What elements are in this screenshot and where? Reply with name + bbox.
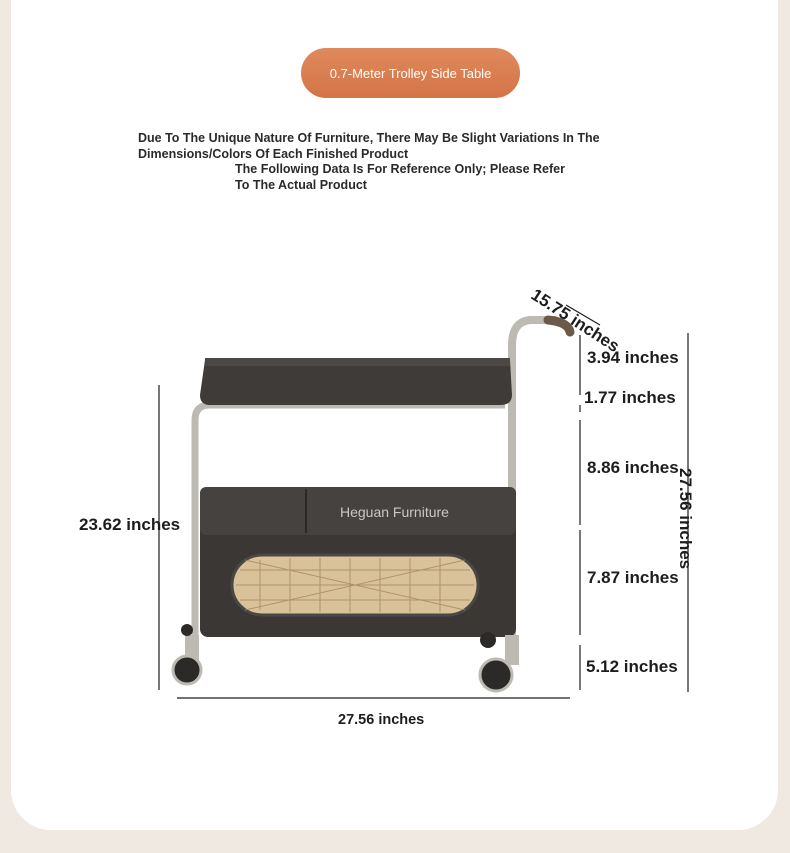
top-tray (200, 360, 512, 405)
wheel-height-label: 5.12 inches (586, 657, 678, 676)
tray-gap-label: 1.77 inches (584, 388, 676, 407)
width-label: 27.56 inches (338, 712, 425, 728)
left-height-label: 23.62 inches (79, 515, 181, 534)
middle-gap-label: 8.86 inches (587, 458, 679, 477)
tray-rim (205, 358, 510, 366)
title-text: 0.7-Meter Trolley Side Table (329, 65, 492, 81)
right-back-wheel (480, 632, 496, 648)
cabinet-height-label: 7.87 inches (587, 568, 679, 587)
disclaimer-line-2: The Following Data Is For Reference Only; Please Refer To The Actual Product (235, 162, 565, 192)
total-height-label: 27.56 inches (676, 468, 695, 570)
right-wheel (480, 659, 512, 691)
watermark: Heguan Furniture (340, 504, 449, 520)
left-wheel (173, 656, 201, 684)
right-caster (505, 635, 519, 665)
left-back-wheel (181, 624, 193, 636)
handle-height-label: 3.94 inches (587, 348, 679, 367)
disclaimer-line-1: Due To The Unique Nature Of Furniture, There May Be Slight Variations In The Dimensions/Colors Of Each Finished Product (138, 131, 600, 161)
depth-label: 15.75 inches (527, 285, 623, 357)
handle-bar (512, 320, 555, 640)
